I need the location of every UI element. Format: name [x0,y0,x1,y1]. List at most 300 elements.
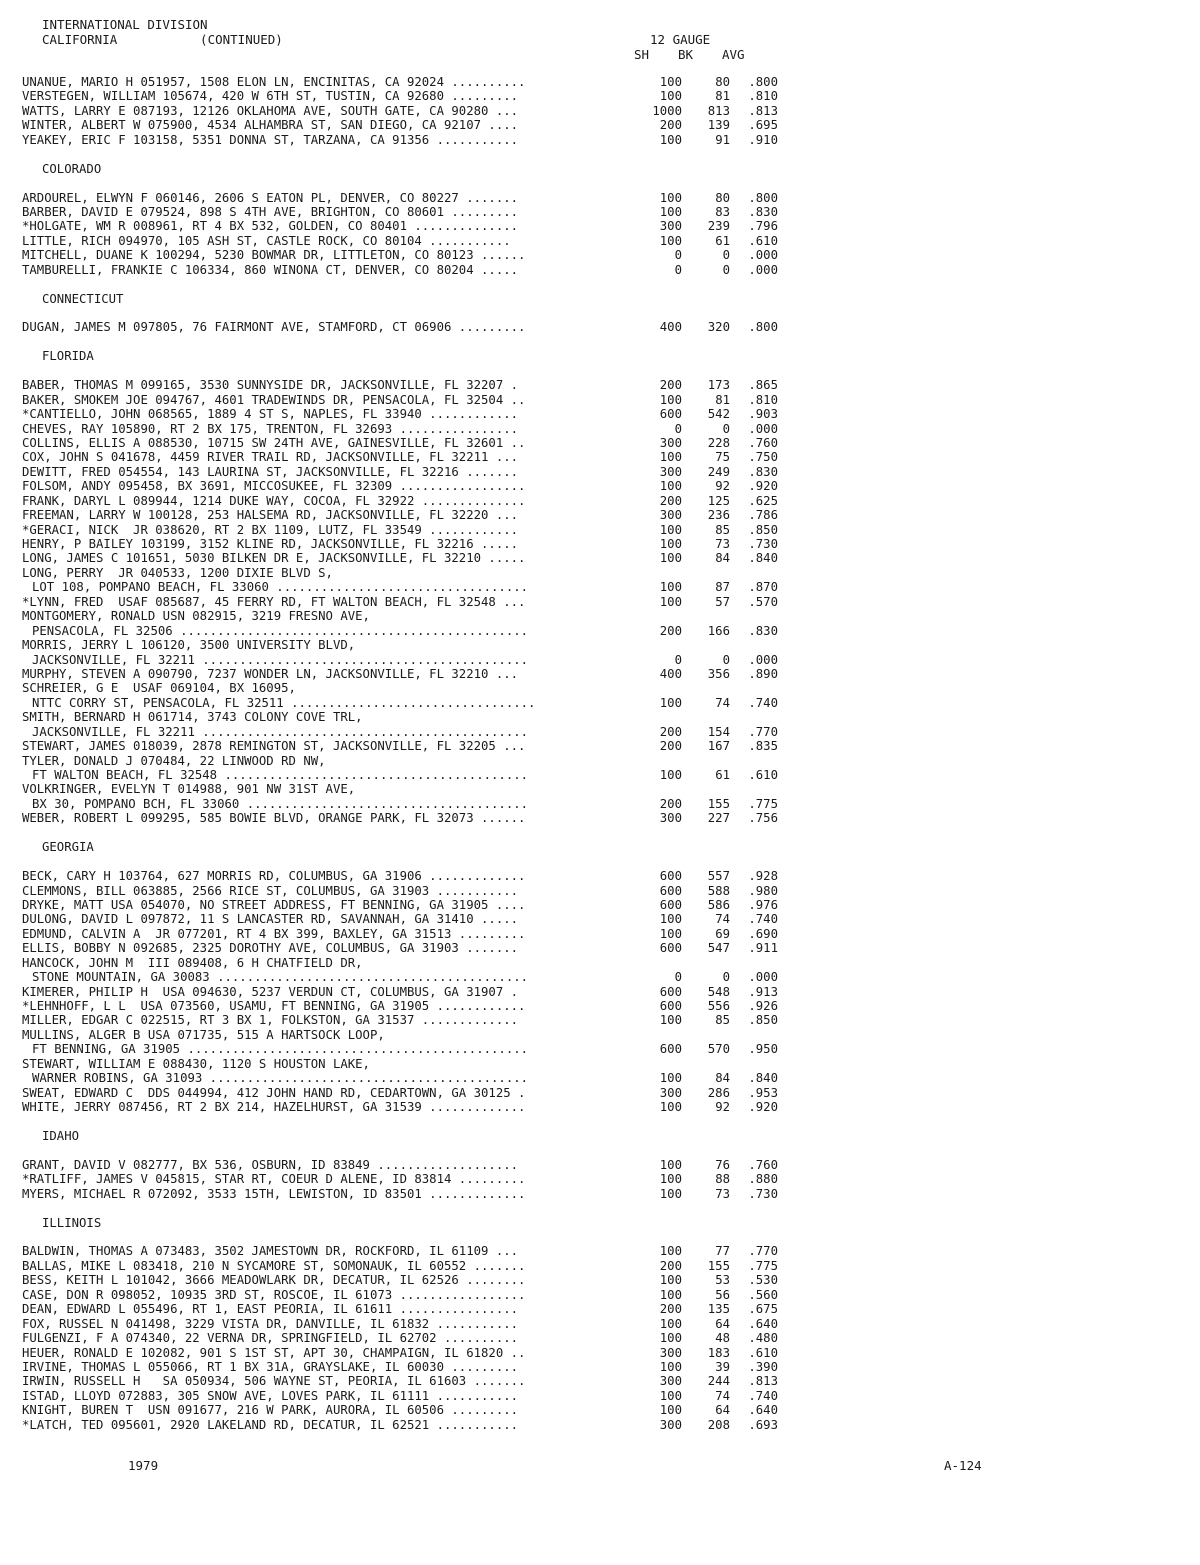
shooter-info: WARNER ROBINS, GA 31093 ........................................... [32,1071,529,1086]
shots-value: 100 [659,1186,682,1201]
broken-value: 556 [707,999,730,1013]
shooter-row [22,422,782,436]
broken-value: 80 [715,190,730,205]
shooter-row [22,566,782,580]
section-gap [22,364,782,378]
shooter-info: BALLAS, MIKE L 083418, 210 N SYCAMORE ST, SOMONAUK, IL 60552 ....... [22,1258,526,1273]
broken-value: 547 [707,941,730,956]
shots-value: 100 [659,522,682,537]
shooter-row [22,263,782,277]
average-value: .770 [748,724,778,739]
broken-value: 139 [707,118,730,133]
shots-value: 100 [659,768,682,782]
shooter-row [22,479,782,493]
shots-value: 600 [659,941,682,956]
shooter-info: BX 30, POMPANO BCH, FL 33060 ...................................... [32,796,529,811]
broken-value: 0 [722,262,730,277]
shooter-row [22,1172,782,1186]
shooter-row [22,1057,782,1071]
average-value: .911 [748,941,778,956]
average-value: .813 [748,1374,778,1389]
shooter-row [22,653,782,667]
average-value: .796 [748,219,778,234]
broken-value: 81 [715,89,730,104]
shooter-row [22,118,782,132]
broken-value: 77 [715,1244,730,1259]
section-gap [22,1143,782,1157]
column-header-bk: BK [678,47,694,62]
broken-value: 64 [715,1403,730,1418]
average-value: .830 [748,623,778,638]
broken-value: 227 [707,811,730,826]
shots-value: 100 [659,594,682,609]
shooter-info: LONG, JAMES C 101651, 5030 BILKEN DR E, JACKSONVILLE, FL 32210 ..... [22,551,526,566]
average-value: .800 [748,320,778,335]
shooter-row [22,580,782,594]
shooter-row [22,1028,782,1042]
shooter-row [22,1100,782,1114]
broken-value: 154 [707,724,730,739]
shooter-info: SMITH, BERNARD H 061714, 3743 COLONY COVE TRL, [22,710,363,725]
average-value: .830 [748,464,778,479]
shooter-info: SWEAT, EDWARD C DDS 044994, 412 JOHN HAND RD, CEDARTOWN, GA 30125 . [22,1085,526,1100]
shots-value: 0 [674,652,682,667]
shooter-row [22,104,782,118]
shooter-info: WATTS, LARRY E 087193, 12126 OKLAHOMA AVE, SOUTH GATE, CA 90280 ... [22,103,519,118]
shooter-row [22,1403,782,1417]
shots-value: 0 [674,248,682,263]
broken-value: 167 [707,739,730,754]
average-value: .903 [748,407,778,422]
average-value: .730 [748,537,778,551]
shooter-info: CLEMMONS, BILL 063885, 2566 RICE ST, COLUMBUS, GA 31903 ........... [22,883,519,898]
shooter-info: HANCOCK, JOHN M III 089408, 6 H CHATFIELD DR, [22,955,363,970]
shooter-row [22,710,782,724]
average-value: .610 [748,233,778,248]
shooter-row [22,624,782,638]
average-value: .770 [748,1244,778,1259]
shooter-row [22,393,782,407]
shooter-row [22,205,782,219]
broken-value: 155 [707,796,730,811]
average-value: .480 [748,1331,778,1346]
average-value: .000 [748,421,778,436]
broken-value: 228 [707,435,730,450]
shooter-row [22,1086,782,1100]
shooter-info: FREEMAN, LARRY W 100128, 253 HALSEMA RD, JACKSONVILLE, FL 32220 ... [22,508,519,523]
shots-value: 600 [659,407,682,422]
shooter-info: *LYNN, FRED USAF 085687, 45 FERRY RD, FT WALTON BEACH, FL 32548 ... [22,594,526,609]
shooter-info: VOLKRINGER, EVELYN T 014988, 901 NW 31ST AVE, [22,782,356,797]
shooter-row [22,638,782,652]
shooter-row [22,1071,782,1085]
shooter-info: COX, JOHN S 041678, 4459 RIVER TRAIL RD, JACKSONVILLE, FL 32211 ... [22,450,519,465]
average-value: .610 [748,1345,778,1360]
average-value: .000 [748,262,778,277]
shooter-row [22,956,782,970]
shooter-row [22,75,782,89]
average-value: .570 [748,594,778,609]
average-value: .976 [748,897,778,912]
section-gap [22,1201,782,1215]
average-value: .835 [748,739,778,754]
shots-value: 400 [659,666,682,681]
average-value: .870 [748,580,778,595]
shooter-row [22,811,782,825]
broken-value: 91 [715,132,730,147]
broken-value: 0 [722,248,730,263]
shooter-row [22,985,782,999]
shots-value: 100 [659,1359,682,1374]
average-value: .810 [748,392,778,407]
broken-value: 61 [715,768,730,782]
shooter-row [22,725,782,739]
shooter-info: NTTC CORRY ST, PENSACOLA, FL 32511 ................................. [32,695,536,710]
shots-value: 100 [659,190,682,205]
average-value: .610 [748,768,778,782]
shooter-info: GRANT, DAVID V 082777, BX 536, OSBURN, ID 83849 ................... [22,1157,519,1172]
broken-value: 73 [715,1186,730,1201]
shooter-info: KNIGHT, BUREN T USN 091677, 216 W PARK, AURORA, IL 60506 ......... [22,1403,519,1418]
shooter-row [22,667,782,681]
average-value: .928 [748,869,778,884]
average-value: .730 [748,1186,778,1201]
section-gap [22,826,782,840]
shooter-info: FT WALTON BEACH, FL 32548 ......................................... [32,768,529,782]
broken-value: 286 [707,1085,730,1100]
shots-value: 100 [659,204,682,219]
average-value: .750 [748,450,778,465]
section-gap [22,277,782,291]
average-value: .390 [748,1359,778,1374]
broken-value: 570 [707,1042,730,1057]
broken-value: 84 [715,551,730,566]
shooter-row [22,89,782,103]
average-value: .625 [748,493,778,508]
average-value: .695 [748,118,778,133]
shooter-info: MULLINS, ALGER B USA 071735, 515 A HARTSOCK LOOP, [22,1027,385,1042]
shooter-info: UNANUE, MARIO H 051957, 1508 ELON LN, ENCINITAS, CA 92024 .......... [22,75,526,89]
broken-value: 74 [715,912,730,927]
shooter-info: EDMUND, CALVIN A JR 077201, RT 4 BX 399, BAXLEY, GA 31513 ......... [22,926,526,941]
column-header-sh: SH [634,47,650,62]
shooter-info: HEUER, RONALD E 102082, 901 S 1ST ST, APT 30, CHAMPAIGN, IL 61820 .. [22,1345,526,1360]
shots-value: 100 [659,912,682,927]
shots-value: 600 [659,869,682,884]
shooter-row [22,970,782,984]
broken-value: 813 [707,103,730,118]
average-value: .740 [748,695,778,710]
shooter-info: STONE MOUNTAIN, GA 30083 .......................................... [32,970,529,985]
shooter-info: TAMBURELLI, FRANKIE C 106334, 860 WINONA CT, DENVER, CO 80204 ..... [22,262,519,277]
average-value: .530 [748,1273,778,1288]
shooter-info: PENSACOLA, FL 32506 ............................................... [32,623,529,638]
shooter-info: BALDWIN, THOMAS A 073483, 3502 JAMESTOWN DR, ROCKFORD, IL 61109 ... [22,1244,519,1259]
average-value: .920 [748,479,778,494]
shooter-info: IRWIN, RUSSELL H SA 050934, 506 WAYNE ST, PEORIA, IL 61603 ....... [22,1374,526,1389]
shooter-row [22,681,782,695]
shots-value: 600 [659,984,682,999]
shooter-row [22,1389,782,1403]
shooter-row [22,436,782,450]
shooter-info: YEAKEY, ERIC F 103158, 5351 DONNA ST, TARZANA, CA 91356 ........... [22,132,519,147]
shots-value: 100 [659,695,682,710]
shooter-info: FOLSOM, ANDY 095458, BX 3691, MICCOSUKEE, FL 32309 ................. [22,479,526,494]
shooter-row [22,768,782,782]
broken-value: 57 [715,594,730,609]
broken-value: 75 [715,450,730,465]
shots-value: 0 [674,262,682,277]
shooter-info: *CANTIELLO, JOHN 068565, 1889 4 ST S, NAPLES, FL 33940 ............ [22,407,519,422]
shots-value: 300 [659,1374,682,1389]
shooter-info: MYERS, MICHAEL R 072092, 3533 15TH, LEWISTON, ID 83501 ............. [22,1186,526,1201]
shots-value: 200 [659,796,682,811]
shooter-info: DEWITT, FRED 054554, 143 LAURINA ST, JACKSONVILLE, FL 32216 ....... [22,464,519,479]
shooter-row [22,465,782,479]
shooter-row [22,609,782,623]
average-value: .840 [748,1071,778,1086]
broken-value: 244 [707,1374,730,1389]
shots-value: 300 [659,811,682,826]
average-value: .786 [748,508,778,523]
shooter-row [22,1013,782,1027]
shooter-info: WINTER, ALBERT W 075900, 4534 ALHAMBRA ST, SAN DIEGO, CA 92107 .... [22,118,519,133]
broken-value: 83 [715,204,730,219]
state-continued-title: CALIFORNIA (CONTINUED) [42,32,283,47]
shots-value: 100 [659,1316,682,1331]
broken-value: 0 [722,652,730,667]
average-value: .830 [748,204,778,219]
shooter-info: BABER, THOMAS M 099165, 3530 SUNNYSIDE DR, JACKSONVILLE, FL 32207 . [22,378,519,393]
shots-value: 100 [659,1157,682,1172]
shooter-info: BESS, KEITH L 101042, 3666 MEADOWLARK DR, DECATUR, IL 62526 ........ [22,1273,526,1288]
shooter-row [22,927,782,941]
shooter-info: STEWART, JAMES 018039, 2878 REMINGTON ST, JACKSONVILLE, FL 32205 ... [22,739,526,754]
broken-value: 39 [715,1359,730,1374]
shooter-row [22,999,782,1013]
shooter-row [22,1273,782,1287]
shooter-row [22,869,782,883]
shooter-info: STEWART, WILLIAM E 088430, 1120 S HOUSTON LAKE, [22,1056,370,1071]
shooter-row [22,1374,782,1388]
shots-value: 200 [659,493,682,508]
shots-value: 100 [659,233,682,248]
broken-value: 85 [715,1013,730,1028]
average-value: .800 [748,190,778,205]
average-value: .890 [748,666,778,681]
shots-value: 600 [659,883,682,898]
shots-value: 100 [659,1100,682,1115]
shots-value: 100 [659,392,682,407]
shooter-info: *LEHNHOFF, L L USA 073560, USAMU, FT BENNING, GA 31905 ............ [22,999,526,1013]
shots-value: 100 [659,132,682,147]
broken-value: 166 [707,623,730,638]
average-value: .840 [748,551,778,566]
shooter-info: *GERACI, NICK JR 038620, RT 2 BX 1109, LUTZ, FL 33549 ............ [22,522,519,537]
broken-value: 0 [722,970,730,985]
column-header-avg: AVG [722,47,745,62]
shooter-row [22,595,782,609]
shooter-row [22,1331,782,1345]
shooter-info: MONTGOMERY, RONALD USN 082915, 3219 FRESNO AVE, [22,609,370,624]
average-value: .640 [748,1403,778,1418]
shots-value: 0 [674,421,682,436]
shooter-row [22,912,782,926]
shots-value: 100 [659,1388,682,1403]
shooter-info: KIMERER, PHILIP H USA 094630, 5237 VERDUN CT, COLUMBUS, GA 31907 . [22,984,519,999]
broken-value: 76 [715,1157,730,1172]
average-value: .950 [748,1042,778,1057]
shooter-info: HENRY, P BAILEY 103199, 3152 KLINE RD, JACKSONVILLE, FL 32216 ..... [22,537,519,551]
shooter-info: FOX, RUSSEL N 041498, 3229 VISTA DR, DANVILLE, IL 61832 ........... [22,1316,519,1331]
section-gap [22,147,782,161]
broken-value: 239 [707,219,730,234]
shots-value: 600 [659,1042,682,1057]
shooter-row [22,782,782,796]
state-heading: GEORGIA [42,840,94,855]
shots-value: 400 [659,320,682,335]
shooter-info: BAKER, SMOKEM JOE 094767, 4601 TRADEWINDS DR, PENSACOLA, FL 32504 .. [22,392,526,407]
shooter-row [22,234,782,248]
shots-value: 100 [659,1013,682,1028]
shooter-row [22,248,782,262]
average-value: .693 [748,1417,778,1432]
shooter-row [22,1244,782,1258]
shooter-info: DUGAN, JAMES M 097805, 76 FAIRMONT AVE, STAMFORD, CT 06906 ......... [22,320,526,335]
shooter-row [22,754,782,768]
shots-value: 0 [674,970,682,985]
shooter-info: JACKSONVILLE, FL 32211 ............................................ [32,724,529,739]
shooter-info: VERSTEGEN, WILLIAM 105674, 420 W 6TH ST, TUSTIN, CA 92680 ......... [22,89,519,104]
average-value: .000 [748,248,778,263]
shooter-row [22,551,782,565]
shots-value: 200 [659,378,682,393]
shooter-info: BARBER, DAVID E 079524, 898 S 4TH AVE, BRIGHTON, CO 80601 ......... [22,204,519,219]
shooter-row [22,941,782,955]
shooter-info: ISTAD, LLOYD 072883, 305 SNOW AVE, LOVES PARK, IL 61111 ........... [22,1388,519,1403]
shooter-info: MILLER, EDGAR C 022515, RT 3 BX 1, FOLKSTON, GA 31537 ............. [22,1013,519,1028]
shooter-row [22,1302,782,1316]
shooter-info: DEAN, EDWARD L 055496, RT 1, EAST PEORIA, IL 61611 ................ [22,1302,519,1317]
shots-value: 100 [659,450,682,465]
broken-value: 557 [707,869,730,884]
shots-value: 100 [659,1403,682,1418]
shots-value: 100 [659,1244,682,1259]
shooter-row [22,407,782,421]
average-value: .775 [748,1258,778,1273]
broken-value: 320 [707,320,730,335]
shooter-row [22,1187,782,1201]
shooter-info: FULGENZI, F A 074340, 22 VERNA DR, SPRINGFIELD, IL 62702 .......... [22,1331,519,1346]
broken-value: 53 [715,1273,730,1288]
shooter-info: IRVINE, THOMAS L 055066, RT 1 BX 31A, GRAYSLAKE, IL 60030 ......... [22,1359,519,1374]
shooter-row [22,320,782,334]
shots-value: 100 [659,580,682,595]
shooter-row [22,1418,782,1432]
shooter-info: MITCHELL, DUANE K 100294, 5230 BOWMAR DR, LITTLETON, CO 80123 ...... [22,248,526,263]
shots-value: 100 [659,537,682,551]
average-value: .560 [748,1287,778,1302]
shots-value: 100 [659,551,682,566]
shooter-row [22,1346,782,1360]
broken-value: 548 [707,984,730,999]
broken-value: 61 [715,233,730,248]
shooter-info: MORRIS, JERRY L 106120, 3500 UNIVERSITY BLVD, [22,638,356,653]
shots-value: 300 [659,508,682,523]
shooter-info: BECK, CARY H 103764, 627 MORRIS RD, COLUMBUS, GA 31906 ............. [22,869,526,884]
shots-value: 200 [659,739,682,754]
shooter-info: MURPHY, STEVEN A 090790, 7237 WONDER LN, JACKSONVILLE, FL 32210 ... [22,666,519,681]
shooter-row [22,884,782,898]
footer-year: 1979 [128,1458,159,1473]
shooter-info: ARDOUREL, ELWYN F 060146, 2606 S EATON PL, DENVER, CO 80227 ....... [22,190,519,205]
shots-value: 100 [659,1172,682,1187]
average-value: .920 [748,1100,778,1115]
shooter-info: SCHREIER, G E USAF 069104, BX 16095, [22,681,296,696]
average-value: .740 [748,1388,778,1403]
shooter-info: DULONG, DAVID L 097872, 11 S LANCASTER RD, SAVANNAH, GA 31410 ..... [22,912,519,927]
shots-value: 100 [659,1287,682,1302]
shots-value: 200 [659,1258,682,1273]
shooter-info: CHEVES, RAY 105890, RT 2 BX 175, TRENTON, FL 32693 ................ [22,421,519,436]
shooter-row [22,219,782,233]
broken-value: 0 [722,421,730,436]
broken-value: 87 [715,580,730,595]
broken-value: 92 [715,1100,730,1115]
shots-value: 100 [659,75,682,89]
shooter-row [22,1288,782,1302]
broken-value: 125 [707,493,730,508]
average-value: .000 [748,652,778,667]
section-gap [22,176,782,190]
shooter-info: LONG, PERRY JR 040533, 1200 DIXIE BLVD S, [22,565,333,580]
average-value: .690 [748,926,778,941]
shots-value: 200 [659,118,682,133]
broken-value: 74 [715,695,730,710]
average-value: .810 [748,89,778,104]
shots-value: 200 [659,623,682,638]
average-value: .813 [748,103,778,118]
average-value: .640 [748,1316,778,1331]
average-value: .880 [748,1172,778,1187]
shooter-row [22,797,782,811]
shooter-info: LOT 108, POMPANO BEACH, FL 33060 .................................. [32,580,529,595]
broken-value: 73 [715,537,730,551]
broken-value: 48 [715,1331,730,1346]
state-heading: ILLINOIS [42,1215,102,1230]
shooter-info: WHITE, JERRY 087456, RT 2 BX 214, HAZELHURST, GA 31539 ............. [22,1100,526,1115]
average-value: .760 [748,1157,778,1172]
shooter-row [22,537,782,551]
average-value: .740 [748,912,778,927]
shooter-info: *LATCH, TED 095601, 2920 LAKELAND RD, DECATUR, IL 62521 ........... [22,1417,519,1432]
shots-value: 300 [659,1085,682,1100]
shooter-row [22,450,782,464]
broken-value: 588 [707,883,730,898]
shooter-row [22,523,782,537]
shots-value: 300 [659,1345,682,1360]
average-value: .000 [748,970,778,985]
broken-value: 92 [715,479,730,494]
broken-value: 236 [707,508,730,523]
shots-value: 300 [659,1417,682,1432]
state-heading: FLORIDA [42,349,94,364]
broken-value: 69 [715,926,730,941]
shooter-info: LITTLE, RICH 094970, 105 ASH ST, CASTLE ROCK, CO 80104 ........... [22,233,511,248]
section-gap [22,855,782,869]
broken-value: 155 [707,1258,730,1273]
broken-value: 56 [715,1287,730,1302]
